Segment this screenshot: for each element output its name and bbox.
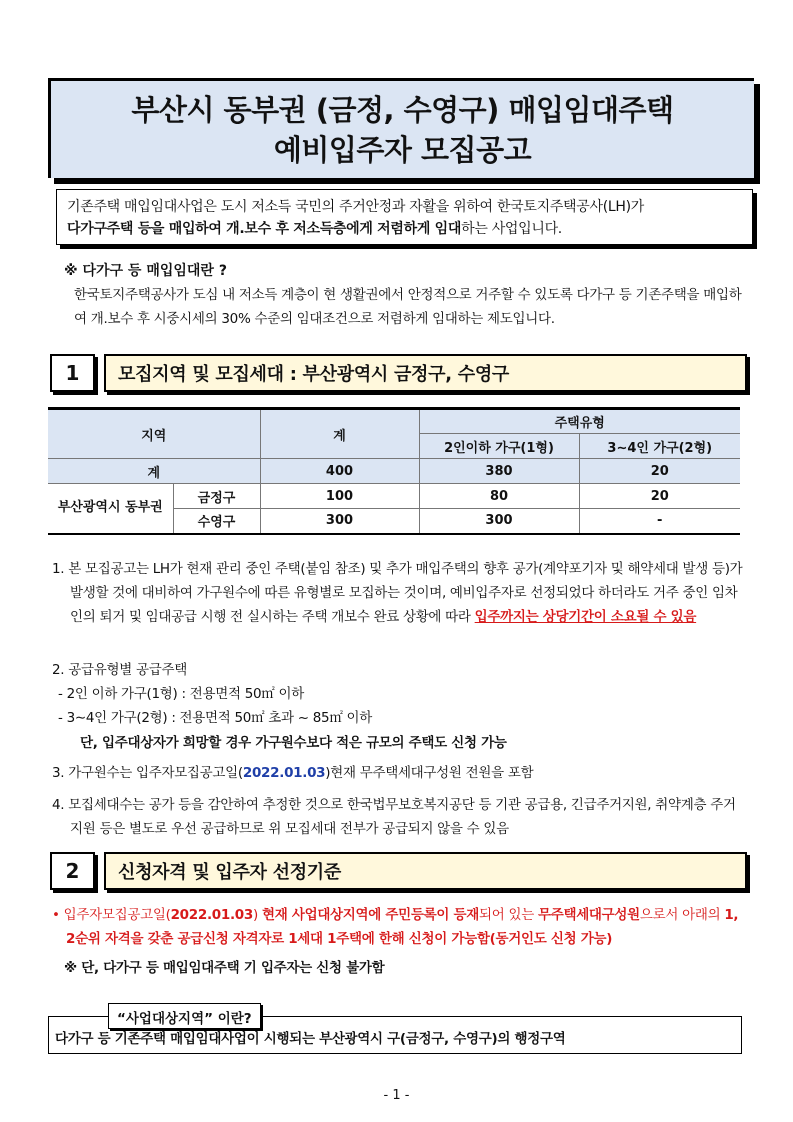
section1-number: 1 <box>50 354 95 392</box>
note-title: ※ 다가구 등 매입임대란 ? <box>64 263 227 279</box>
title-box <box>48 78 754 178</box>
eligibility-part: 입주자모집공고일( <box>63 907 171 923</box>
note-3-pre: 3. 가구원수는 입주자모집공고일( <box>52 765 243 781</box>
intro-box <box>56 189 753 245</box>
note-3-date: 2022.01.03 <box>242 765 326 781</box>
table-row <box>48 484 740 509</box>
eligibility-warning: ※ 단, 다가구 등 매입임대주택 기 입주자는 신청 불가함 <box>64 960 385 976</box>
total-type1: 380 <box>419 459 579 484</box>
definition-label: “사업대상지역” 이란? <box>108 1003 261 1029</box>
district-total: 100 <box>260 484 419 509</box>
district-type1: 300 <box>419 509 579 534</box>
note-4: 4. 모집세대수는 공가 등을 감안하여 추정한 것으로 한국법무보호복지공단 등 기관 공급용, 긴급주거지원, 취약계층 주거지원 등은 별도로 우선 공급하므로 위 모집세대 전부가 공급되지 않을 수 있음 <box>52 797 736 837</box>
allocation-table <box>48 407 740 535</box>
district-type2: - <box>579 509 740 534</box>
district-type2: 20 <box>579 484 740 509</box>
eligibility-part: 되어 있는 <box>479 907 538 923</box>
bullet: • <box>52 907 60 923</box>
total-label: 계 <box>48 459 260 484</box>
note-2-title: 2. 공급유형별 공급주택 <box>52 662 187 678</box>
note-3-post: )현재 무주택세대구성원 전원을 포함 <box>325 765 534 781</box>
note-1 <box>52 557 748 629</box>
intro-line2 <box>67 218 742 240</box>
header-region: 지역 <box>48 409 260 459</box>
header-total: 계 <box>260 409 419 459</box>
district-name: 수영구 <box>173 509 260 534</box>
eligibility-rank: 1, 2순위 자격을 갖춘 공급신청 자격자로 1세대 1주택에 한해 신청이 가능함(동거인도 신청 가능) <box>66 907 739 947</box>
eligibility-date: 2022.01.03 <box>170 907 253 923</box>
district-type1: 80 <box>419 484 579 509</box>
district-name: 금정구 <box>173 484 260 509</box>
eligibility-text <box>52 903 748 951</box>
page-title-line2: 예비입주자 모집공고 <box>273 132 532 167</box>
note-3 <box>52 761 533 785</box>
header-type1: 2인이하 가구(1형) <box>419 434 579 459</box>
note-2-type2: - 3∼4인 가구(2형) : 전용면적 50㎡ 초과 ~ 85㎡ 이하 <box>58 710 373 726</box>
intro-line1: 기존주택 매입임대사업은 도시 저소득 국민의 주거안정과 자활을 위하여 한국토지주택공사(LH)가 <box>67 199 644 215</box>
note-2-type1: - 2인 이하 가구(1형) : 전용면적 50㎡ 이하 <box>58 686 304 702</box>
total-type2: 20 <box>579 459 740 484</box>
note-1-text: 1. 본 모집공고는 LH가 현재 관리 중인 주택(붙임 참조) 및 추가 매입주택의 향후 공가(계약포기자 및 해약세대 발생 등)가 발생할 것에 대비하여 가구원수에 따른 유형별로 모집하는 것이며, 예비입주자로 선정되었다 하더라도 거주 중인 임차인의 퇴거 및 임대공급 시행 전 실시하는 주택 개보수 완료 상황에 따라 <box>52 561 743 625</box>
eligibility-part: 으로서 아래의 <box>639 907 725 923</box>
note-2-exception: 단, 입주대상자가 희망할 경우 가구원수보다 적은 규모의 주택도 신청 가능 <box>80 735 507 751</box>
eligibility-homeless: 무주택세대구성원 <box>537 907 640 923</box>
page-title-line1: 부산시 동부권 (금정, 수영구) 매입임대주택 <box>131 92 674 127</box>
header-type2: 3∼4인 가구(2형) <box>579 434 740 459</box>
section2-title: 신청자격 및 입주자 선정기준 <box>104 852 747 890</box>
total-count: 400 <box>260 459 419 484</box>
section1-title: 모집지역 및 모집세대 : 부산광역시 금정구, 수영구 <box>104 354 747 392</box>
note-1-warning: 입주까지는 상당기간이 소요될 수 있음 <box>474 609 697 625</box>
eligibility-residency: 현재 사업대상지역에 주민등록이 등재 <box>261 907 480 923</box>
region-label: 부산광역시 동부권 <box>48 484 173 534</box>
definition-box: 다가구 등 기존주택 매입임대사업이 시행되는 부산광역시 구(금정구, 수영구)의 행정구역 <box>48 1016 742 1054</box>
note-body: 한국토지주택공사가 도심 내 저소득 계층이 현 생활권에서 안정적으로 거주할 수 있도록 다가구 등 기존주택을 매입하여 개.보수 후 시중시세의 30% 수준의 임대조건으로 저렴하게 임대하는 제도입니다. <box>74 287 742 327</box>
section2-number: 2 <box>50 852 95 890</box>
intro-line2-rest: 하는 사업입니다. <box>461 221 562 237</box>
header-house-type: 주택유형 <box>419 409 740 434</box>
district-total: 300 <box>260 509 419 534</box>
eligibility-part: ) <box>252 907 262 923</box>
page-number: - 1 - <box>383 1088 410 1103</box>
intro-line2-bold: 다가구주택 등을 매입하여 개.보수 후 저소득층에게 저렴하게 임대 <box>67 221 462 237</box>
